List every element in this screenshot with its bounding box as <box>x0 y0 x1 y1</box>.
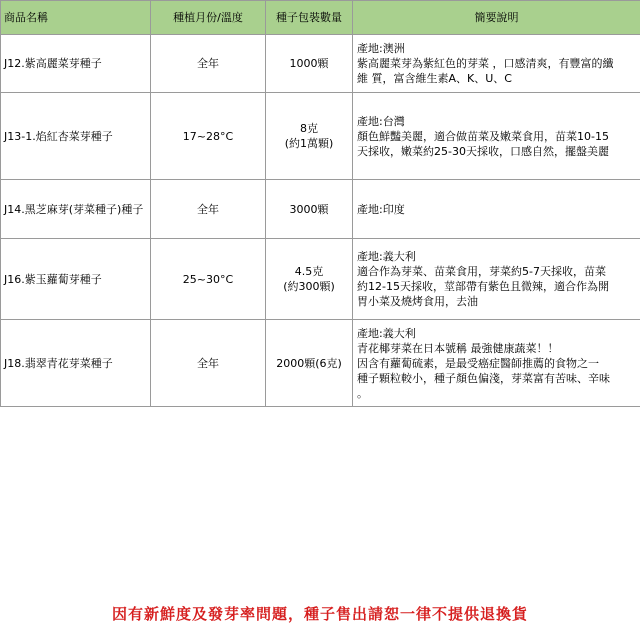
description-line: 產地:義大利 <box>357 326 416 340</box>
header-product-name: 商品名稱 <box>1 1 151 35</box>
product-name: J18.翡翠青花芽菜種子 <box>1 320 151 407</box>
table-row <box>1 320 640 407</box>
quantity-line: 4.5克 <box>294 265 324 278</box>
quantity-line: 3000顆 <box>289 202 329 216</box>
description-line: 紫高麗菜芽為紫紅色的芽菜 ，口感清爽，有豐富的纖 <box>357 57 614 70</box>
product-season: 17~28°C <box>151 93 266 180</box>
quantity-line: 2000顆(6克) <box>276 356 342 370</box>
product-quantity <box>266 239 353 320</box>
description-line: 。 <box>357 386 368 400</box>
header-quantity: 種子包裝數量 <box>266 1 353 35</box>
product-season: 全年 <box>151 320 266 407</box>
product-quantity <box>266 180 353 239</box>
description-line: 產地:台灣 <box>357 114 405 128</box>
product-name: J12.紫高麗菜芽種子 <box>1 35 151 93</box>
table-row <box>1 93 640 180</box>
description-line: 胃小菜及燒烤食用，去油 <box>357 295 478 308</box>
table-row <box>1 180 640 239</box>
product-description <box>353 35 640 93</box>
product-description <box>353 180 640 239</box>
quantity-line: 1000顆 <box>289 57 329 70</box>
product-season: 全年 <box>151 35 266 93</box>
product-quantity <box>266 93 353 180</box>
description-line: 產地:印度 <box>357 202 405 216</box>
description-line: 因含有蘿蔔硫素，是最受癌症醫師推薦的食物之一 <box>357 356 599 370</box>
quantity-line: (約300顆) <box>283 280 335 293</box>
quantity-line: 8克 <box>300 122 318 135</box>
description-line: 顏色鮮豔美麗，適合做苗菜及嫩菜食用，苗菜10-15 <box>357 129 609 143</box>
description-line: 維 質，富含維生素A、K、U、C <box>357 72 512 85</box>
description-line: 適合作為芽菜、苗菜食用，芽菜約5-7天採收，苗菜 <box>357 265 606 278</box>
return-policy-notice: 因有新鮮度及發芽率問題，種子售出請恕一律不提供退換貨 <box>111 605 528 623</box>
product-season: 全年 <box>151 180 266 239</box>
product-description <box>353 93 640 180</box>
header-description: 簡要說明 <box>353 1 640 35</box>
description-line: 天採收，嫩菜約25-30天採收，口感自然，擺盤美麗 <box>357 144 609 158</box>
description-line: 產地:義大利 <box>357 250 416 263</box>
header-season: 種植月份/溫度 <box>151 1 266 35</box>
description-line: 青花椰芽菜在日本號稱 最強健康蔬菜！！ <box>357 341 559 355</box>
product-name: J14.黑芝麻芽(芽菜種子)種子 <box>1 180 151 239</box>
product-quantity <box>266 35 353 93</box>
product-description <box>353 320 640 407</box>
table-header-row <box>1 1 640 35</box>
description-line: 約12-15天採收，莖部帶有紫色且微辣，適合作為開 <box>357 280 609 293</box>
product-name: J16.紫玉蘿蔔芽種子 <box>1 239 151 320</box>
quantity-line: (約1萬顆) <box>284 137 334 150</box>
product-description <box>353 239 640 320</box>
product-season: 25~30°C <box>151 239 266 320</box>
product-quantity <box>266 320 353 407</box>
table-row <box>1 239 640 320</box>
product-name: J13-1.焰紅杏菜芽種子 <box>1 93 151 180</box>
table-row <box>1 35 640 93</box>
description-line: 種子顆粒較小，種子顏色偏淺，芽菜富有苦味、辛味 <box>357 371 610 385</box>
description-line: 產地:澳洲 <box>357 42 405 55</box>
